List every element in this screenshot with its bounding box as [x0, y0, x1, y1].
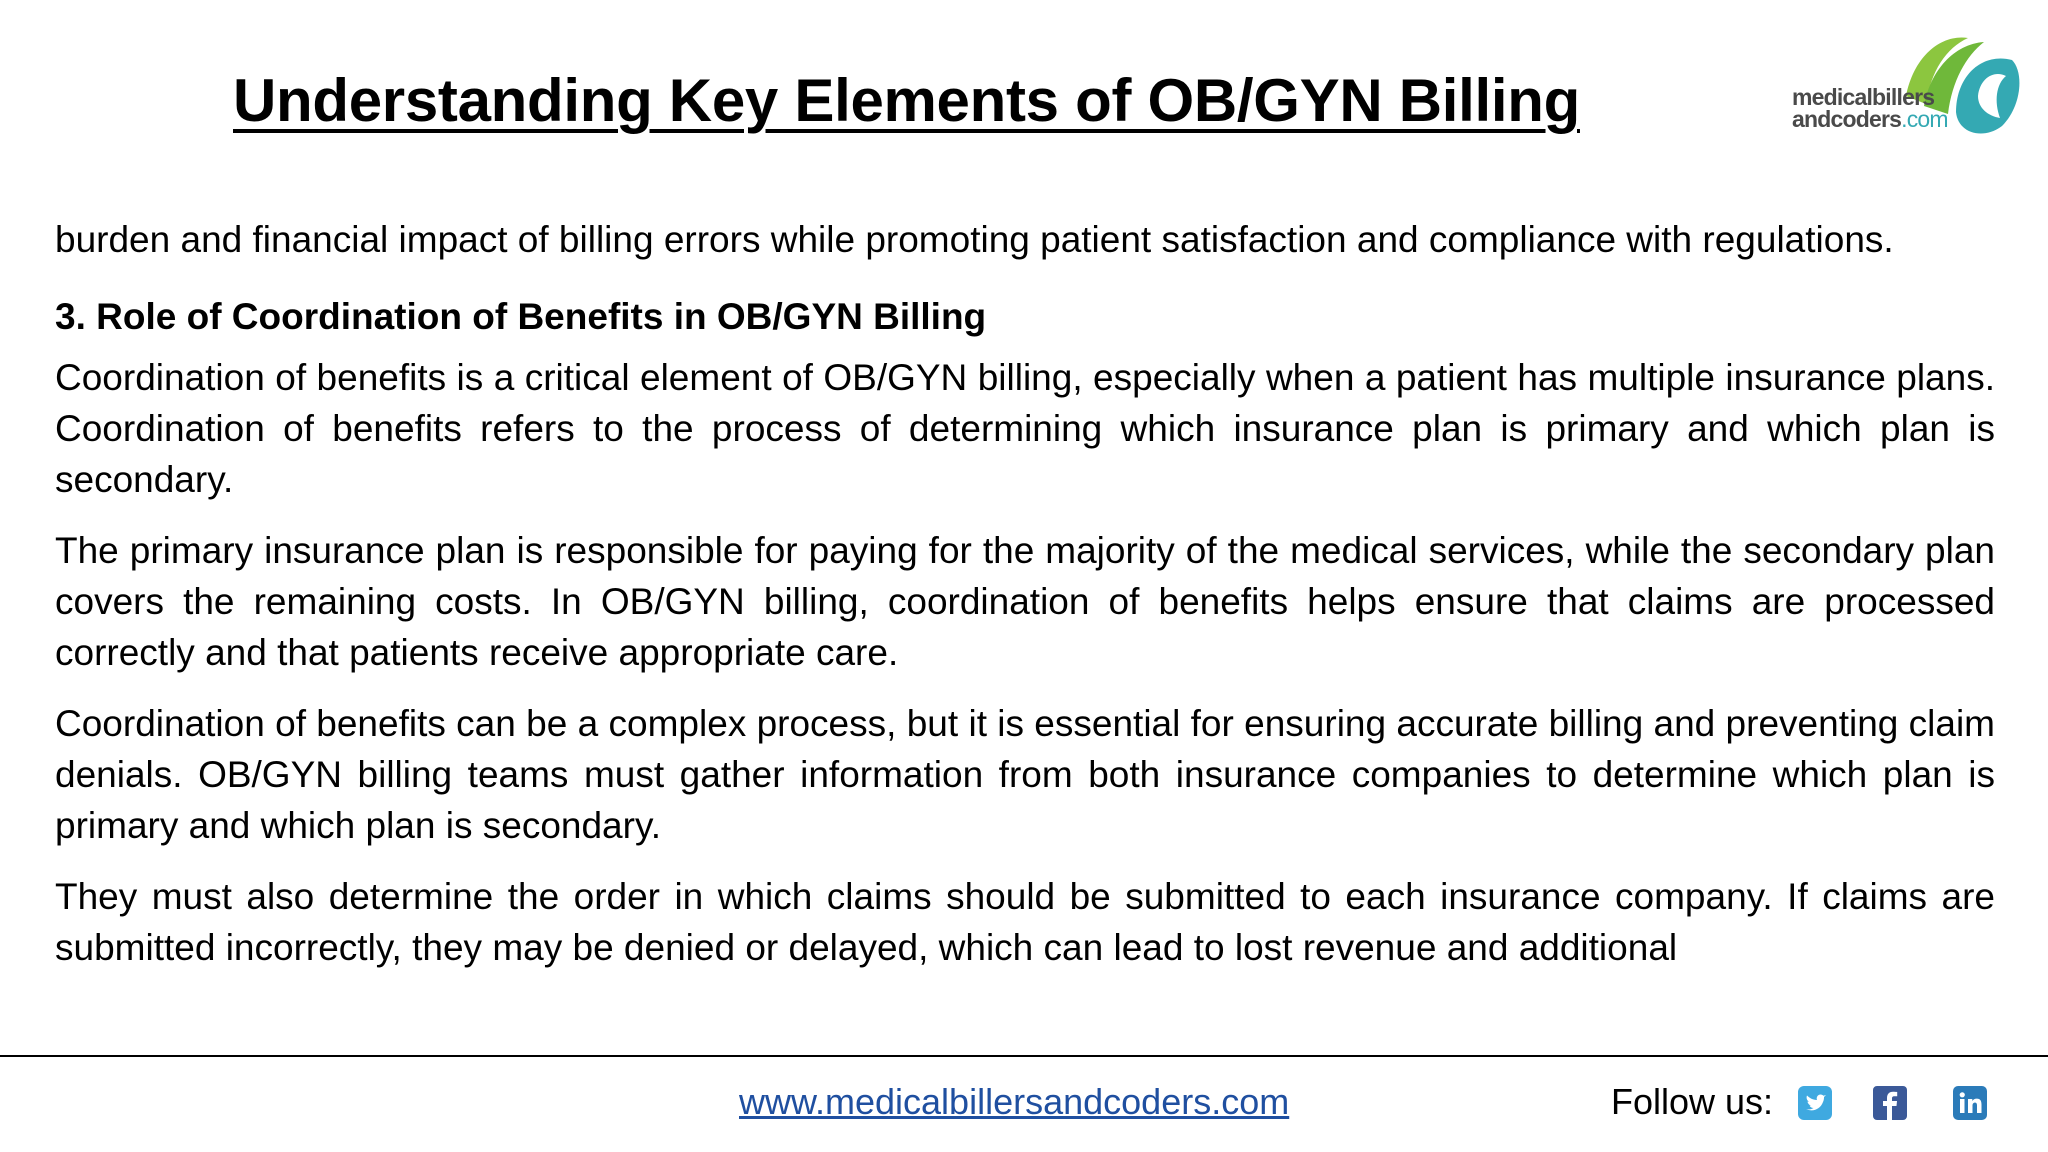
logo-suffix: .com — [1901, 106, 1948, 132]
section-heading: 3. Role of Coordination of Benefits in OB/GYN Billing — [55, 296, 987, 337]
logo-line-2: andcoders — [1792, 106, 1902, 132]
linkedin-icon[interactable] — [1953, 1086, 1987, 1120]
body-paragraph-4: They must also determine the order in which claims should be submitted to each insurance company. If claims are submitted incorrectly, they may be denied or delayed, which can lead to lost revenue and additional — [55, 876, 1995, 968]
follow-us-label: Follow us: — [1611, 1081, 1774, 1122]
facebook-icon[interactable] — [1873, 1086, 1907, 1120]
company-logo — [1786, 26, 2026, 142]
footer-divider — [0, 1055, 2048, 1057]
body-paragraph-1: Coordination of benefits is a critical element of OB/GYN billing, especially when a patient has multiple insurance plans. Coordination of benefits refers to the process of determining which insurance plan is primary and which plan is secondary. — [55, 357, 1995, 500]
document-body — [55, 214, 1995, 993]
body-paragraph-2: The primary insurance plan is responsible for paying for the majority of the medical services, while the secondary plan covers the remaining costs. In OB/GYN billing, coordination of benefits helps ensure that claims are processed correctly and that patients receive appropriate care. — [55, 530, 1995, 673]
intro-paragraph: burden and financial impact of billing errors while promoting patient satisfaction and compliance with regulations. — [55, 219, 1894, 260]
website-link[interactable]: www.medicalbillersandcoders.com — [739, 1081, 1290, 1122]
twitter-icon[interactable] — [1798, 1086, 1832, 1120]
body-paragraph-3: Coordination of benefits can be a complex process, but it is essential for ensuring accurate billing and preventing claim denials. OB/GYN billing teams must gather information from both insurance companies to determine which plan is primary and which plan is secondary. — [55, 703, 1995, 846]
logo-wordmark — [1792, 86, 1948, 130]
page-title: Understanding Key Elements of OB/GYN Billing — [233, 67, 1580, 134]
logo-line-1: medicalbillers — [1792, 84, 1935, 110]
